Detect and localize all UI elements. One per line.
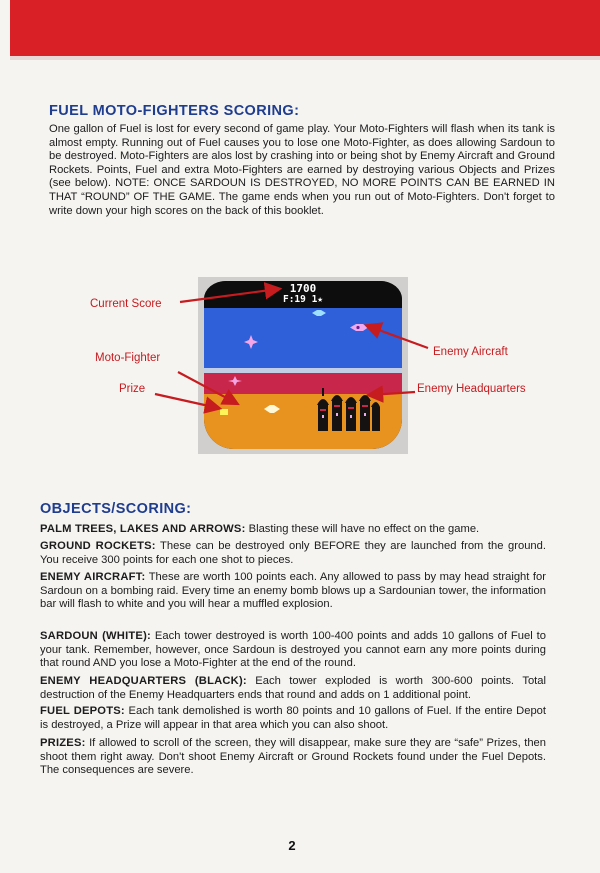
callout-enemy-headquarters: Enemy Headquarters — [417, 383, 526, 395]
objects-heading: OBJECTS/SCORING: — [40, 501, 192, 517]
entry-enemy-headquarters — [40, 675, 546, 702]
fuel-readout: F:19 1★ — [282, 294, 324, 305]
entry-term: PRIZES: — [40, 737, 86, 749]
entry-term: SARDOUN (WHITE): — [40, 630, 151, 642]
sky-area — [204, 308, 402, 368]
entry-text: If allowed to scroll of the screen, they will disappear, make sure they are “safe” Prizes, then shoot them right away. Don't shoot Enemy Aircraft or Ground Rockets found under the Fuel Depots. The consequences are severe. — [40, 737, 546, 777]
callout-enemy-aircraft: Enemy Aircraft — [433, 346, 508, 358]
moto-fighter-lower-icon — [228, 376, 242, 386]
entry-term: FUEL DEPOTS: — [40, 705, 125, 717]
red-header-band — [10, 0, 600, 56]
player-craft-icon — [264, 403, 280, 415]
prize-icon — [220, 409, 228, 415]
entry-prizes — [40, 737, 546, 778]
enemy-aircraft-small-icon — [312, 309, 326, 317]
information-bar — [204, 281, 402, 308]
entry-term: ENEMY HEADQUARTERS (BLACK): — [40, 675, 247, 687]
entry-text: These are worth 100 points each. Any allowed to pass by may head straight for Sardoun on a bombing raid. Every time an enemy bomb blows up a Sardounian tower, the information bar will flash to white and you will hear a muffled explosion. — [40, 571, 546, 611]
entry-term: PALM TREES, LAKES AND ARROWS: — [40, 523, 246, 535]
scoring-heading: FUEL MOTO-FIGHTERS SCORING: — [49, 103, 300, 119]
entry-fuel-depots — [40, 705, 546, 732]
entry-text: These can be destroyed only BEFORE they are launched from the ground. You receive 300 points for each one shot to pieces. — [40, 540, 546, 566]
scoring-paragraph: One gallon of Fuel is lost for every second of game play. Your Moto-Fighters will flash when its tank is almost empty. Running out of Fuel causes you to lose one Moto-Fighter, as does allowing Sardoun to be destroyed. Moto-Fighters are alos lost by crashing into or being shot by Enemy Aircraft and Ground Rockets. Points, Fuel and extra Moto-Fighters are earned by destroying various Objects and Prizes (see below). NOTE: ONCE SARDOUN IS DESTROYED, NO MORE POINTS CAN BE EARNED IN THAT “ROUND” OF THE GAME. The game ends when you run out of Moto-Fighters. Don't forget to write down your high scores on the back of this booklet. — [49, 123, 555, 217]
moto-fighter-icon — [244, 335, 258, 349]
game-screen — [204, 281, 402, 449]
callout-prize: Prize — [119, 383, 146, 395]
entry-term: GROUND ROCKETS: — [40, 540, 156, 552]
score-readout: 1700 — [289, 282, 317, 295]
entry-sardoun — [40, 630, 546, 671]
enemy-aircraft-icon — [350, 323, 368, 332]
entry-text: Each tank demolished is worth 80 points and 10 gallons of Fuel. If the entire Depot is destroyed, a Prize will appear in that area which you can also shoot. — [40, 705, 546, 731]
entry-term: ENEMY AIRCRAFT: — [40, 571, 146, 583]
callout-current-score: Current Score — [90, 298, 162, 310]
entry-text: Each tower destroyed is worth 100-400 points and adds 10 gallons of Fuel to your tank. Remember, however, once Sardoun is destroyed you cannot earn any more points during that round AND you lose a Moto-Fighter at the end of the round. — [40, 630, 546, 670]
page-number: 2 — [288, 838, 296, 853]
entry-palm-trees — [40, 523, 546, 537]
entry-ground-rockets — [40, 540, 546, 567]
enemy-headquarters-icon — [316, 387, 380, 431]
callout-moto-fighter: Moto-Fighter — [95, 352, 161, 364]
game-screenshot — [198, 277, 408, 454]
entry-enemy-aircraft — [40, 571, 546, 612]
header-band-edge — [10, 56, 600, 60]
entry-text: Blasting these will have no effect on the game. — [245, 523, 480, 535]
entry-text: Each tower exploded is worth 300-600 points. Total destruction of the Enemy Headquarters ends that round and adds on 1 additional point. — [40, 675, 546, 701]
